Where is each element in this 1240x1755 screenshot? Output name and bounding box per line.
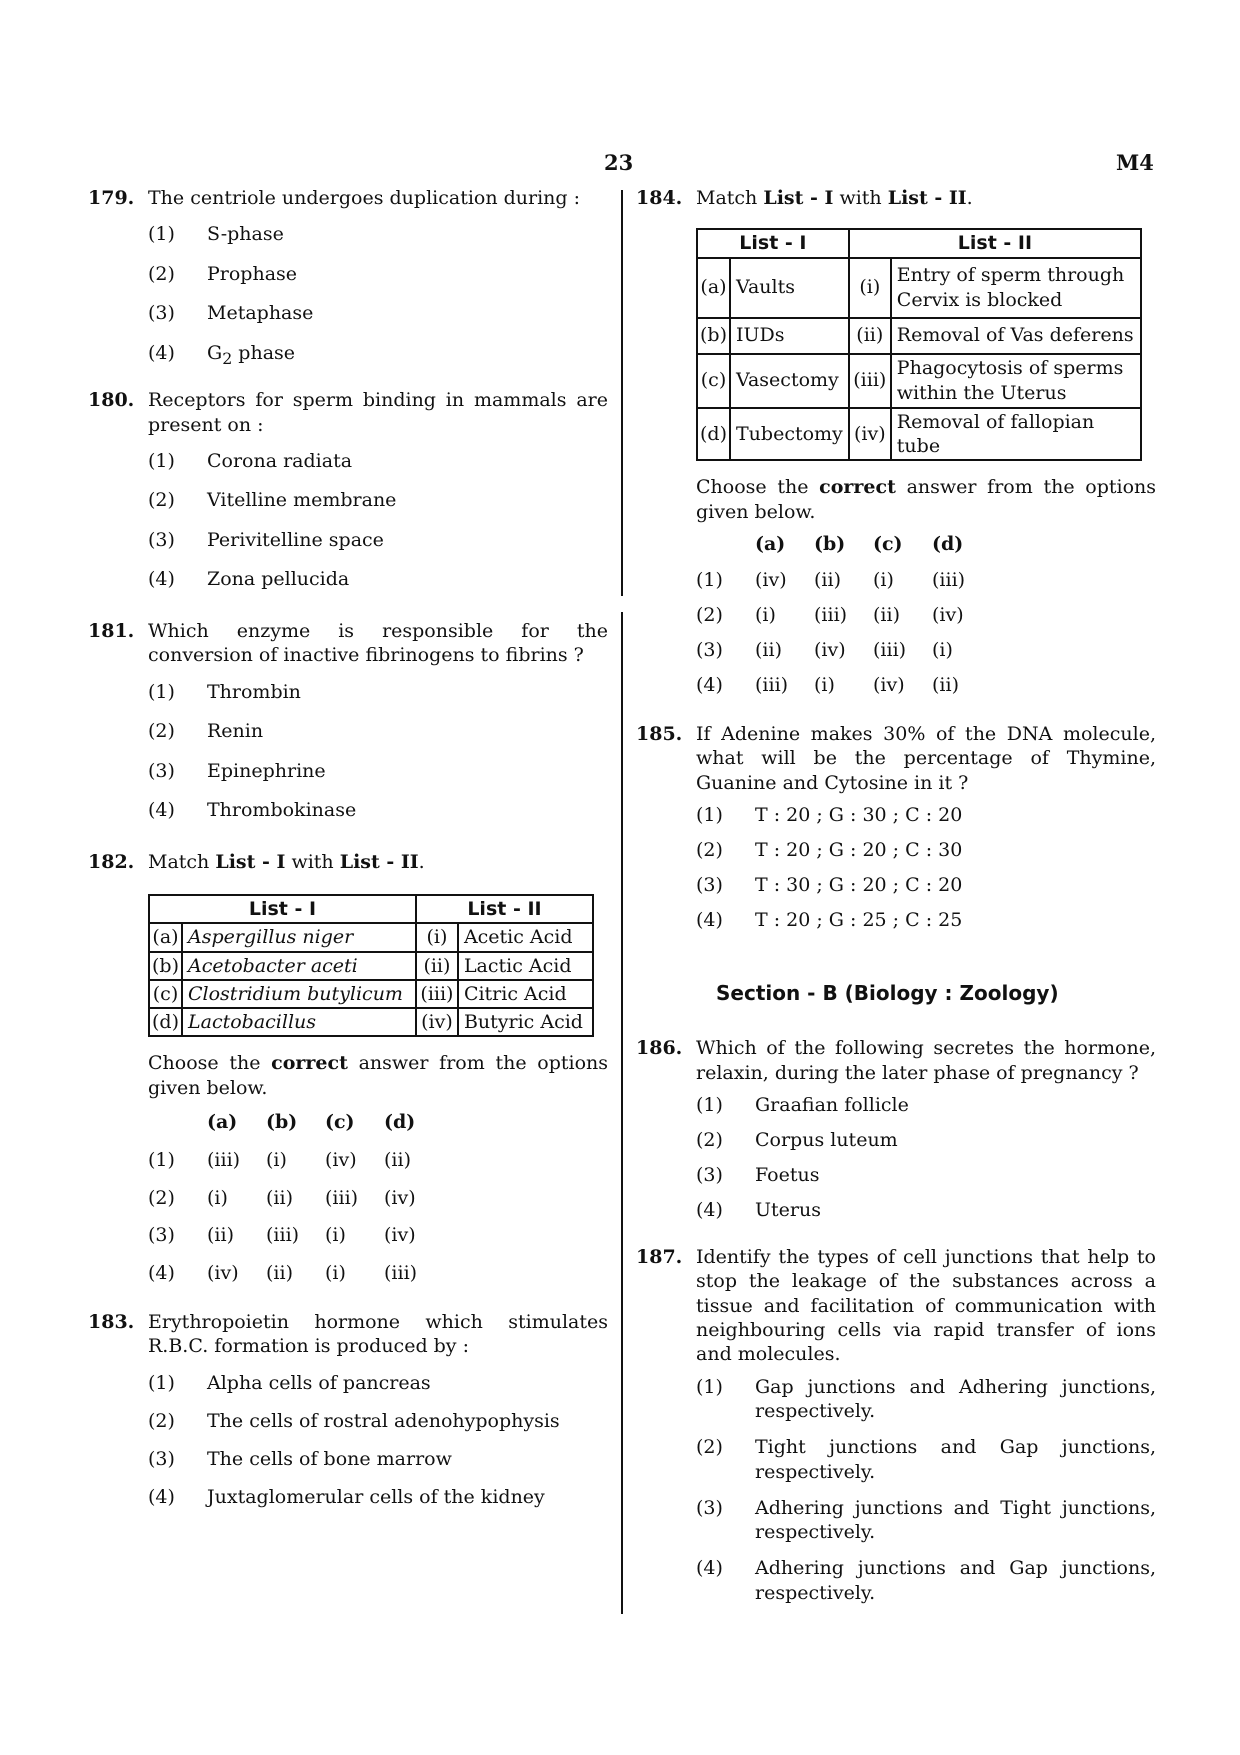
question-180 (88, 388, 608, 607)
question-182 (88, 850, 608, 1299)
option-text: Uterus (755, 1199, 821, 1222)
column-divider-top (621, 190, 623, 596)
options-list (148, 1371, 608, 1523)
question-text: Which enzyme is responsible for the conversion of inactive fibrinogens to fibrins ? (148, 619, 608, 667)
option-3[interactable]: (3) Foetus (696, 1164, 820, 1187)
option-3[interactable]: (3) Adhering junctions and Tight junctions, respectively. (696, 1496, 1156, 1544)
choose-instruction: Choose the correct answer from the options given below. (696, 476, 1156, 523)
question-text: Match List - I with List - II. (148, 850, 425, 873)
answer-option-1[interactable]: (1) (iii) (i) (iv) (ii) (148, 1149, 411, 1172)
option-text: The cells of rostral adenohypophysis (207, 1409, 560, 1432)
list-1-header: List - I (697, 229, 849, 257)
answer-option-2[interactable]: (2) (i) (iii) (ii) (iv) (696, 603, 964, 626)
question-number: 180. (88, 389, 135, 412)
question-187 (636, 1245, 1156, 1605)
match-table (148, 894, 594, 1038)
option-4[interactable]: (4) T : 20 ; G : 25 ; C : 25 (696, 908, 963, 931)
options-list (148, 222, 608, 380)
table-row: (b) IUDs (ii) Removal of Vas deferens (697, 318, 1141, 354)
option-text: T : 20 ; G : 30 ; C : 20 (755, 803, 963, 826)
option-2[interactable]: (2) Vitelline membrane (148, 489, 397, 512)
question-text: Which of the following secretes the hormone, relaxin, during the later phase of pregnancy ? (696, 1037, 1156, 1084)
options-list (696, 1093, 1156, 1233)
option-text: T : 20 ; G : 25 ; C : 25 (755, 908, 963, 931)
table-row: (a) Vaults (i) Entry of sperm through Cervix is blocked (697, 258, 1141, 318)
option-3[interactable]: (3) Perivitelline space (148, 528, 384, 551)
option-3[interactable]: (3) The cells of bone marrow (148, 1447, 452, 1470)
question-text: If Adenine makes 30% of the DNA molecule, what will be the percentage of Thymine, Guanine and Cytosine in it ? (696, 722, 1156, 794)
answer-option-3[interactable]: (3) (ii) (iv) (iii) (i) (696, 638, 953, 661)
answer-option-1[interactable]: (1) (iv) (ii) (i) (iii) (696, 568, 966, 591)
question-number: 186. (636, 1037, 683, 1060)
question-186 (636, 1036, 1156, 1233)
options-list (696, 1375, 1156, 1606)
option-2[interactable]: (2) T : 20 ; G : 20 ; C : 30 (696, 838, 963, 861)
table-row: (c) Vasectomy (iii) Phagocytosis of sperms within the Uterus (697, 354, 1141, 408)
table-row: (d) Lactobacillus (iv) Butyric Acid (149, 1008, 593, 1036)
question-number: 182. (88, 850, 135, 873)
question-185 (636, 722, 1156, 943)
option-4[interactable]: (4) Thrombokinase (148, 799, 357, 822)
option-4[interactable]: (4) Zona pellucida (148, 568, 350, 591)
section-heading: Section - B (Biology : Zoology) (716, 980, 1059, 1005)
option-text: Epinephrine (207, 759, 326, 782)
option-text: Metaphase (207, 302, 314, 325)
option-text: Graafian follicle (755, 1094, 909, 1117)
option-text: Tight junctions and Gap junctions, respectively. (755, 1436, 1156, 1483)
question-text: Receptors for sperm binding in mammals are present on : (148, 389, 608, 436)
answer-option-2[interactable]: (2) (i) (ii) (iii) (iv) (148, 1186, 416, 1209)
answer-option-4[interactable]: (4) (iv) (ii) (i) (iii) (148, 1261, 418, 1284)
option-4[interactable]: (4) Adhering junctions and Gap junctions, respectively. (696, 1557, 1156, 1604)
table-row: (c) Clostridium butylicum (iii) Citric Acid (149, 980, 593, 1008)
option-text: Zona pellucida (207, 568, 350, 591)
table-row: (a) Aspergillus niger (i) Acetic Acid (149, 923, 593, 951)
answer-grid (696, 532, 1156, 708)
list-2-header: List - II (849, 229, 1141, 257)
option-text: Corona radiata (207, 449, 353, 472)
question-number: 184. (636, 187, 683, 209)
option-text: Vitelline membrane (207, 489, 397, 512)
table-row: (b) Acetobacter aceti (ii) Lactic Acid (149, 952, 593, 980)
option-text: Prophase (207, 262, 298, 285)
question-181 (88, 619, 608, 838)
option-1[interactable]: (1) Gap junctions and Adhering junctions, respectively. (696, 1375, 1156, 1422)
question-text: Match List - I with List - II. (696, 187, 973, 209)
option-text: T : 30 ; G : 20 ; C : 20 (755, 873, 963, 896)
option-1[interactable]: (1) Alpha cells of pancreas (148, 1371, 431, 1394)
options-list (696, 803, 1156, 943)
option-2[interactable]: (2) Corpus luteum (696, 1129, 898, 1152)
match-table (696, 228, 1142, 461)
question-183 (88, 1310, 608, 1523)
booklet-code: M4 (1116, 150, 1154, 175)
page-number: 23 (604, 150, 634, 175)
right-column (636, 186, 1156, 1617)
option-2[interactable]: (2) Renin (148, 720, 264, 743)
question-text: Erythropoietin hormone which stimulates R.B.C. formation is produced by : (148, 1311, 608, 1358)
answer-grid (148, 1110, 608, 1298)
option-text: Juxtaglomerular cells of the kidney (207, 1485, 545, 1508)
option-text: Thrombokinase (207, 799, 357, 822)
option-text: Renin (207, 720, 264, 743)
option-text: Adhering junctions and Tight junctions, respectively. (755, 1496, 1156, 1544)
option-text: Corpus luteum (755, 1129, 898, 1152)
option-text: The cells of bone marrow (207, 1447, 452, 1470)
option-text: Thrombin (207, 680, 301, 703)
list-1-header: List - I (149, 895, 416, 923)
option-1[interactable]: (1) Thrombin (148, 680, 301, 703)
question-number: 181. (88, 619, 135, 642)
option-text: $G_2$ phase (207, 341, 296, 368)
question-text: Identify the types of cell junctions that help to stop the leakage of the substances across a tissue and facilitation of communication with neighbouring cells via rapid transfer of ions and molecules. (696, 1246, 1156, 1366)
option-2[interactable]: (2) Prophase (148, 262, 298, 285)
option-4[interactable]: (4) Uterus (696, 1199, 821, 1222)
option-3[interactable]: (3) Epinephrine (148, 759, 326, 782)
option-text: Perivitelline space (207, 528, 384, 551)
left-column (88, 186, 608, 1523)
options-list (148, 449, 608, 607)
option-text: S-phase (207, 223, 284, 246)
option-text: T : 20 ; G : 20 ; C : 30 (755, 838, 963, 861)
option-text: Alpha cells of pancreas (207, 1371, 431, 1394)
option-text: Adhering junctions and Gap junctions, respectively. (755, 1557, 1156, 1604)
table-row: (d) Tubectomy (iv) Removal of fallopian tube (697, 408, 1141, 461)
option-1[interactable]: (1) Graafian follicle (696, 1094, 909, 1117)
option-4[interactable]: (4) $G_2$ phase (148, 341, 296, 368)
answer-option-4[interactable]: (4) (iii) (i) (iv) (ii) (696, 673, 959, 696)
column-divider-bottom (621, 612, 623, 1614)
question-184 (636, 186, 1156, 708)
option-text: Foetus (755, 1164, 820, 1187)
answer-option-3[interactable]: (3) (ii) (iii) (i) (iv) (148, 1224, 416, 1247)
answer-grid-header: (a) (b) (c) (d) (755, 532, 964, 555)
question-number: 185. (636, 722, 683, 745)
option-3[interactable]: (3) Metaphase (148, 302, 314, 325)
option-3[interactable]: (3) T : 30 ; G : 20 ; C : 20 (696, 873, 963, 896)
option-1[interactable]: (1) S-phase (148, 223, 284, 246)
option-1[interactable]: (1) Corona radiata (148, 449, 353, 472)
question-text: The centriole undergoes duplication during : (148, 187, 581, 209)
list-2-header: List - II (416, 895, 593, 923)
option-2[interactable]: (2) Tight junctions and Gap junctions, respectively. (696, 1436, 1156, 1483)
options-list (148, 680, 608, 838)
option-1[interactable]: (1) T : 20 ; G : 30 ; C : 20 (696, 803, 963, 826)
answer-grid-header: (a) (b) (c) (d) (207, 1111, 416, 1134)
question-number: 179. (88, 187, 135, 209)
option-2[interactable]: (2) The cells of rostral adenohypophysis (148, 1409, 560, 1432)
option-4[interactable]: (4) Juxtaglomerular cells of the kidney (148, 1485, 545, 1508)
question-179 (88, 186, 608, 380)
question-number: 187. (636, 1246, 683, 1269)
question-number: 183. (88, 1311, 135, 1334)
option-text: Gap junctions and Adhering junctions, respectively. (755, 1375, 1156, 1422)
choose-instruction: Choose the correct answer from the options given below. (148, 1052, 608, 1099)
